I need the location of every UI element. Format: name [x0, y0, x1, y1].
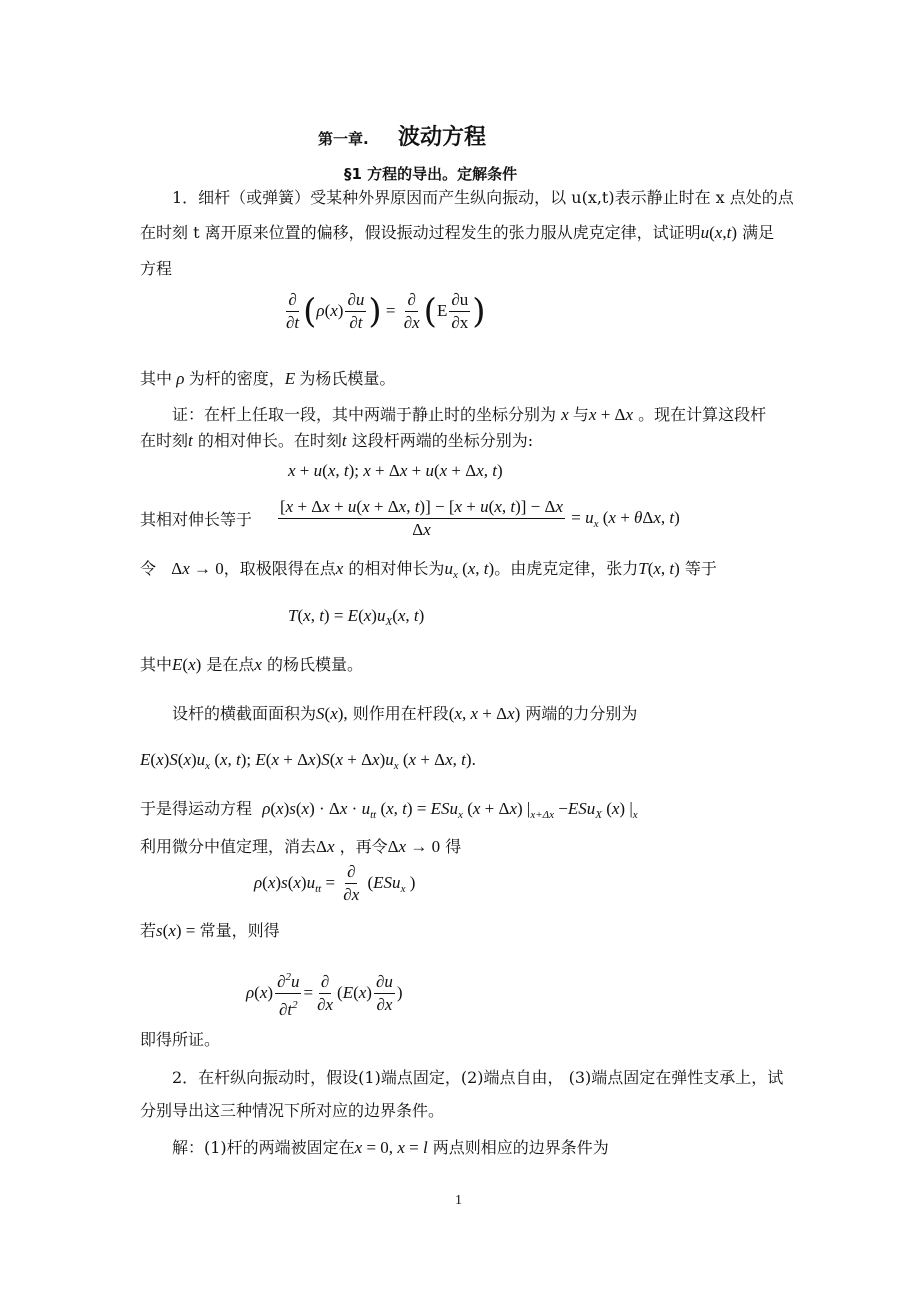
- equation-endpoints: x + u(x, t); x + Δx + u(x + Δx, t): [288, 461, 503, 480]
- chapter-number: 第一章.: [318, 130, 369, 148]
- equation-reduced: $\rho(x)s(x)u_{tt}$ = $\frac{\partial}{\partial x}$ (ESu$_x$ ): [254, 862, 416, 904]
- motion-equation-line: 于是得运动方程 $\rho(x)s(x) \cdot \Delta x \cdot u_{tt}$ (x, t) = ESu$_x$ (x + Δx) $|_{x+\Delta x} -ESu_X$ (x) $|_x$: [140, 799, 638, 821]
- problem1-line2: 在时刻 t 离开原来位置的偏移，假设振动过程发生的张力服从虎克定律，试证明u(x,t) 满足: [140, 223, 775, 242]
- chapter-title: 波动方程: [398, 125, 487, 150]
- constant-area-line: 若s(x) = 常量，则得: [140, 921, 280, 940]
- equation-relative-extension: $\frac{[x + \Delta x + u(x + \Delta x, t)] - [x + u(x, t)] - \Delta x}{\Delta x}$ = $u_x$ (x + θΔx, t): [280, 497, 680, 539]
- section-title: §1 方程的导出。定解条件: [344, 165, 518, 183]
- proof-line2: 在时刻t 的相对伸长。在时刻t 这段杆两端的坐标分别为:: [140, 431, 534, 450]
- equation-tension: T(x, $t) = E(x)u_X(x$, t): [288, 606, 425, 628]
- mean-value-line: 利用微分中值定理，消去Δx ，再令Δx → 0 得: [140, 837, 462, 856]
- qed-line: 即得所证。: [140, 1030, 221, 1049]
- equation-wave-general: $\frac{\partial}{\partial t}$ (ρ(x) $\frac{\partial u}{\partial t}$ ) = $\frac{\partial}{\partial x}$ (E $\frac{\partial u}{\partial x}$ ): [286, 290, 486, 332]
- page-number: 1: [455, 1193, 462, 1208]
- problem1-line1: 1．细杆（或弹簧）受某种外界原因而产生纵向振动，以 u(x,t)表示静止时在 x 点处的点: [172, 188, 794, 207]
- problem2-line2: 分别导出这三种情况下所对应的边界条件。: [140, 1101, 445, 1120]
- limit-line: 令 Δx → 0，取极限得在点x 的相对伸长为$u_x$ (x, t)。由虎克定律，张力T(x, t) 等于: [140, 559, 717, 581]
- problem2-solution-line: 解：(1)杆的两端被固定在x = 0, x = l 两点则相应的边界条件为: [172, 1138, 609, 1157]
- equation-forces: $E(x)S(x)u_x$ (x, t); $E(x + \Delta x)S(x + \Delta x)u_x$ (x + Δx, t).: [140, 750, 476, 772]
- problem1-where: 其中 ρ 为杆的密度，E 为杨氏模量。: [140, 369, 396, 388]
- proof-line1: 证：在杆上任取一段，其中两端于静止时的坐标分别为 x 与x + Δx 。现在计算这段杆: [172, 405, 767, 424]
- young-line: 其中E(x) 是在点x 的杨氏模量。: [140, 655, 364, 674]
- problem1-line3: 方程: [140, 259, 173, 278]
- equation-final: ρ(x) $\frac{\partial^2u}{\partial t^2}$ = $\frac{\partial}{\partial x}$ (E(x) $\frac{\partial u}{\partial x}$ ): [246, 967, 403, 1020]
- area-line: 设杆的横截面面积为S(x), 则作用在杆段(x, x + Δx) 两端的力分别为: [172, 704, 638, 723]
- relative-extension-label: 其相对伸长等于: [140, 510, 253, 529]
- problem2-line1: 2．在杆纵向振动时，假设(1)端点固定，(2)端点自由， (3)端点固定在弹性支承上，试: [172, 1068, 784, 1087]
